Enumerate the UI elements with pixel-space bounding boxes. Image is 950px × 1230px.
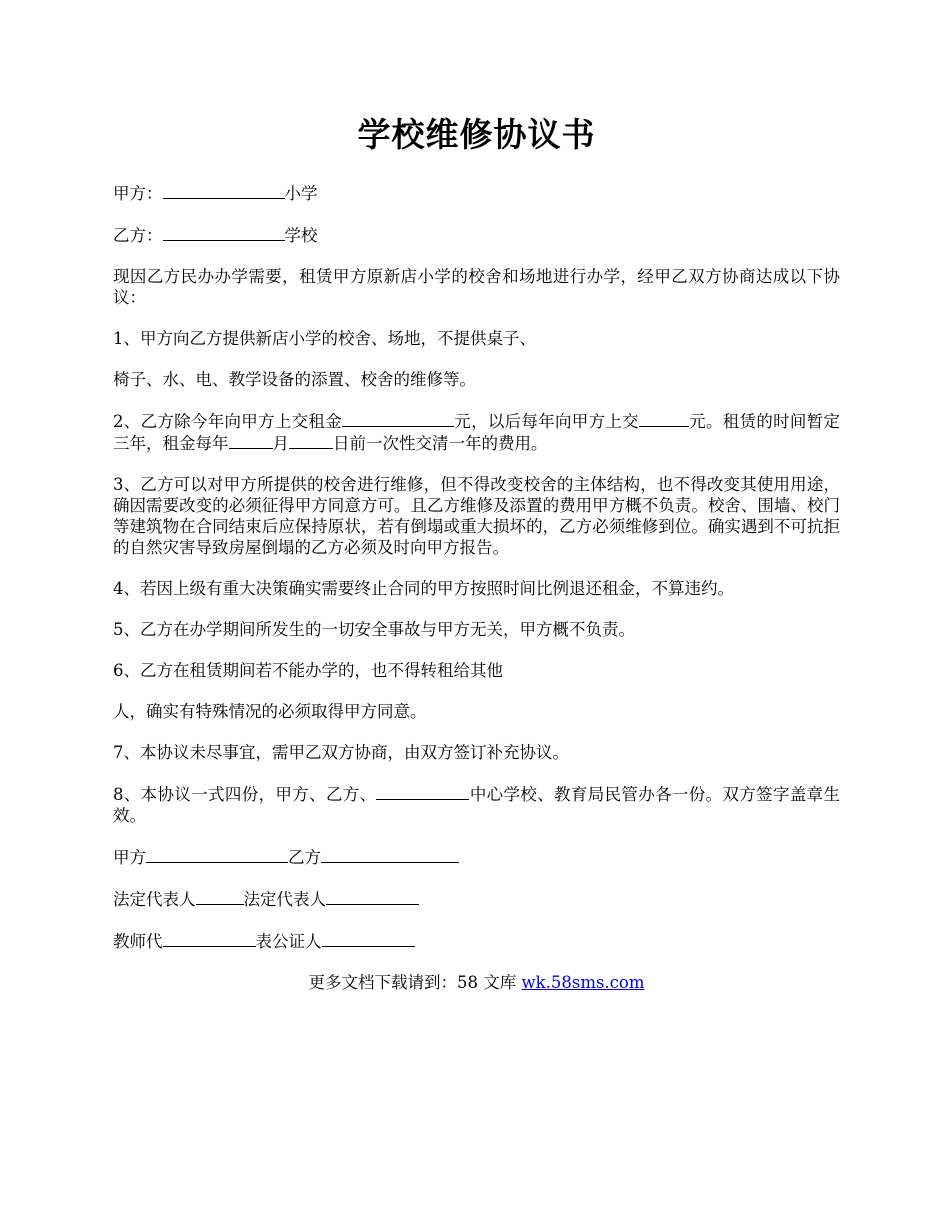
clause-2-text-4: 月: [272, 434, 289, 453]
footer: [113, 972, 840, 993]
signature-representatives: [113, 888, 840, 910]
center-school-blank: [376, 783, 469, 800]
teacher-rep-label: 教师代: [113, 932, 163, 951]
clause-8-text-1: 8、本协议一式四份，甲方、乙方、: [113, 785, 377, 804]
notary-blank: [322, 930, 415, 947]
rep-b-label: 法定代表人: [243, 890, 326, 909]
party-a-label: 甲方：: [113, 184, 163, 203]
clause-3: 3、乙方可以对甲方所提供的校舍进行维修，但不得改变校舍的主体结构，也不得改变其使用用途，确因需要改变的必须征得甲方同意方可。且乙方维修及添置的费用甲方概不负责。校舍、围墙、校门等建筑物在合同结束后应保持原状，若有倒塌或重大损坏的，乙方必须维修到位。确实遇到不可抗拒的自然灾害导致房屋倒塌的乙方必须及时向甲方报告。: [113, 475, 840, 557]
clause-6a: 6、乙方在租赁期间若不能办学的，也不得转租给其他: [113, 661, 503, 680]
clause-2-text-3: 元。租赁的时间暂定三年，租金每年: [113, 412, 841, 453]
rep-a-label: 法定代表人: [113, 890, 196, 909]
rep-a-blank: [196, 888, 244, 905]
clause-2: [113, 410, 840, 454]
clause-8: [113, 783, 840, 826]
document-title: 学校维修协议书: [357, 115, 596, 154]
rep-b-blank: [326, 888, 419, 905]
teacher-rep-blank: [163, 930, 256, 947]
sign-party-b-label: 乙方: [288, 848, 321, 867]
clause-4: 4、若因上级有重大决策确实需要终止合同的甲方按照时间比例退还租金，不算违约。: [113, 579, 734, 598]
clause-5: 5、乙方在办学期间所发生的一切安全事故与甲方无关，甲方概不负责。: [113, 620, 635, 639]
day-blank: [289, 432, 333, 449]
intro-paragraph: 现因乙方民办办学需要，租赁甲方原新店小学的校舍和场地进行办学，经甲乙双方协商达成以下协议：: [113, 267, 840, 307]
rent-amount-blank: [342, 410, 454, 427]
signature-parties: [113, 846, 840, 868]
sign-party-a-blank: [146, 846, 288, 863]
party-a-blank: [163, 182, 285, 199]
clause-2-text-2: 元，以后每年向甲方上交: [454, 412, 639, 431]
annual-rent-blank: [639, 410, 689, 427]
party-b-label: 乙方：: [113, 226, 163, 245]
clause-2-text-5: 日前一次性交清一年的费用。: [333, 434, 548, 453]
clause-1b: 椅子、水、电、教学设备的添置、校舍的维修等。: [113, 370, 476, 389]
party-a-suffix: 小学: [284, 184, 318, 203]
footer-text: 更多文档下载请到：58 文库: [308, 973, 522, 992]
party-b-suffix: 学校: [284, 226, 318, 245]
clause-6b: 人，确实有特殊情况的必须取得甲方同意。: [113, 702, 427, 721]
clause-8-text-2: 中心学校、教育局民管办各一份。双方签字盖章生效。: [113, 785, 841, 825]
sign-party-b-blank: [321, 846, 459, 863]
party-b-line: [113, 224, 840, 246]
month-blank: [229, 432, 273, 449]
footer-link[interactable]: wk.58sms.com: [521, 973, 645, 992]
notary-label: 表公证人: [255, 932, 322, 951]
clause-1a: 1、甲方向乙方提供新店小学的校舍、场地，不提供桌子、: [113, 329, 536, 348]
clause-2-text-1: 2、乙方除今年向甲方上交租金: [113, 412, 342, 431]
clause-7: 7、本协议未尽事宜，需甲乙双方协商，由双方签订补充协议。: [113, 743, 569, 762]
party-b-blank: [163, 224, 285, 241]
document-page: [113, 110, 840, 993]
sign-party-a-label: 甲方: [113, 848, 146, 867]
party-a-line: [113, 182, 840, 204]
signature-teacher: [113, 930, 840, 952]
